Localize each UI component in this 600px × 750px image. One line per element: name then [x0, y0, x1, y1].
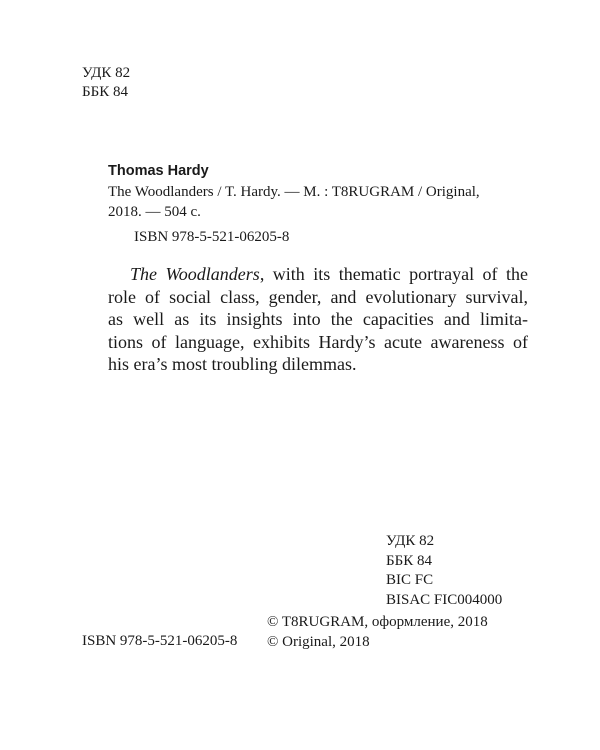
udk-code: УДК 82	[82, 65, 131, 81]
book-annotation	[108, 263, 528, 376]
annotation-text: , with its thematic portrayal of the	[259, 264, 529, 284]
top-classification-codes	[82, 64, 130, 102]
annotation-line: tions of language, exhibits Hardy’s acute awareness of	[108, 331, 528, 352]
isbn-bottom: ISBN 978-5-521-06205-8	[82, 633, 238, 649]
copyright-line: © Original, 2018	[267, 633, 370, 650]
bisac-code: BISAC FIC004000	[386, 591, 503, 608]
copyright-notice	[267, 613, 488, 652]
bbk-code: ББК 84	[386, 552, 432, 569]
bibliographic-description	[108, 182, 523, 222]
bibliographic-line: 2018. — 504 c.	[108, 204, 201, 220]
bibliographic-line: The Woodlanders / T. Hardy. — M. : T8RUGRAM / Original,	[108, 184, 480, 200]
annotation-line: his era’s most troubling dilemmas.	[108, 354, 357, 374]
author-name: Thomas Hardy	[108, 163, 209, 179]
bic-code: BIC FC	[386, 572, 434, 588]
book-title: The Woodlanders	[130, 264, 260, 284]
copyright-line: © T8RUGRAM, оформление, 2018	[267, 614, 488, 630]
isbn-record: ISBN 978-5-521-06205-8	[134, 229, 290, 245]
annotation-line	[108, 263, 528, 286]
bbk-code: ББК 84	[82, 84, 128, 100]
udk-code: УДК 82	[386, 533, 435, 549]
annotation-line: as well as its insights into the capacities and limita-	[108, 309, 528, 329]
annotation-line: role of social class, gender, and evolutionary survival,	[108, 286, 528, 307]
bottom-classification-codes	[386, 532, 502, 610]
